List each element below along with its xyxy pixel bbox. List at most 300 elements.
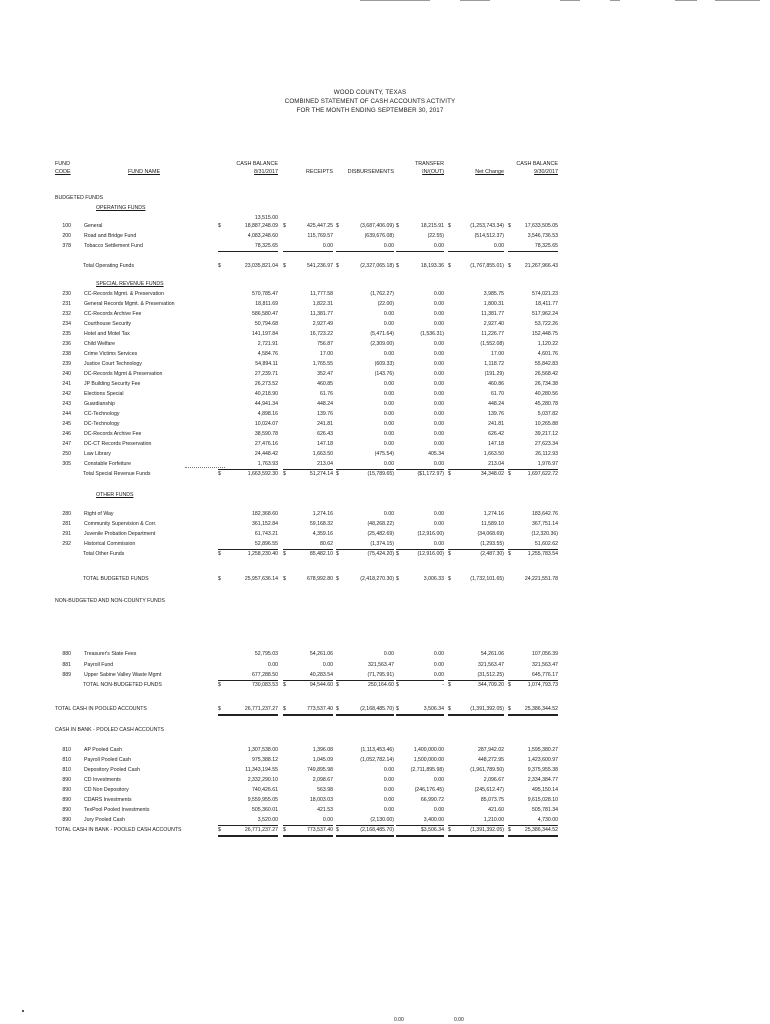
dollar-sign: $ [508,263,511,269]
disbursements-value: (71,795.91) [336,671,394,681]
disbursements-value: 0.00 [383,311,394,317]
end-balance-value: 1,697,622.72 [527,471,558,477]
fund-code: 890 [62,807,71,813]
receipts-value: 11,777.58 [310,291,333,297]
disbursements-value: (48,268.22) [367,521,394,527]
ledger-row [0,806,770,815]
disbursements-value: 0.00 [383,441,394,447]
cash-balance-end-header: CASH BALANCE 9/30/2017 [516,161,558,175]
fund-name: Community Supervision & Corr. [84,521,157,527]
fund-name: Jury Pooled Cash [84,817,125,823]
fund-code: 246 [62,431,71,437]
end-balance-value: 10,265.88 [534,421,558,427]
net-change-value: (1,961,789.50) [470,767,504,773]
transfer-value: 3,506.34 [396,705,444,716]
ledger-row [0,776,770,785]
disbursements-value: (609.33) [374,361,394,367]
dollar-sign: $ [448,682,451,688]
dollar-sign: $ [218,706,221,712]
receipts-value: 18,003.03 [309,797,333,803]
fund-code: 810 [62,747,71,753]
fund-name: TOTAL CASH IN POOLED ACCOUNTS [55,706,147,712]
ledger-row [0,530,770,539]
dollar-sign: $ [396,706,399,712]
fund-name: Courthouse Security [84,321,131,327]
fund-code: 890 [62,797,71,803]
disbursements-value: 0.00 [383,787,394,793]
net-change-value: (1,293.55) [448,540,504,550]
ledger-row [0,746,770,755]
disbursements-header: DISBURSEMENTS [347,169,394,175]
transfer-value: 0.00 [433,431,444,437]
end-balance-value: 51,602.62 [508,540,558,550]
fund-code: 235 [62,331,71,337]
start-balance-value: 38,590.78 [254,431,278,437]
disbursements-value: (15,789.65) [367,471,394,477]
section-heading: BUDGETED FUNDS [55,195,104,201]
disbursements-value: (2,168,485.70) [336,826,394,837]
fund-code: 890 [62,777,71,783]
receipts-value: 352.47 [317,371,333,377]
net-change-value: 54,261.06 [480,651,504,657]
end-balance-value: 1,255,783.54 [527,551,558,557]
net-change-value: 1,800.31 [483,301,504,307]
fund-code: 881 [62,662,71,668]
dollar-sign: $ [218,551,221,557]
transfer-value: - [442,682,444,688]
dollar-sign: $ [218,827,221,833]
start-balance-value: 54,894.11 [255,361,278,367]
dollar-sign: $ [336,471,339,477]
end-balance-value: 645,776.17 [508,671,558,681]
start-balance-value: 677,288.50 [218,671,278,681]
dollar-sign: $ [336,223,339,229]
transfer-value: 0.00 [396,671,444,681]
transfer-value: 0.00 [433,421,444,427]
disbursements-value: (1,052,782.14) [360,757,394,763]
net-change-value: 61.70 [491,391,504,397]
start-balance-value: 40,218.90 [254,391,278,397]
transfer-header: TRANSFER IN/(OUT) [414,161,444,175]
start-balance-value: 26,273.52 [254,381,278,387]
end-balance-value: 574,021.23 [532,291,558,297]
fund-code: 810 [62,767,71,773]
start-balance-value: 570,785.47 [252,291,278,297]
fund-name: Child Welfare [84,341,116,347]
end-balance-value: 107,056.39 [532,651,558,657]
net-change-value: 11,589.10 [481,521,504,527]
net-change-value: (514,512.37) [474,233,504,239]
end-balance-value: 505,781.34 [532,807,558,813]
transfer-value: 1,500,000.00 [413,757,444,763]
fund-name: CD Investments [84,777,121,783]
dollar-sign: $ [508,682,511,688]
dollar-sign: $ [283,263,286,269]
ledger-row [0,310,770,319]
ledger-row [0,491,770,500]
transfer-value: 1,400,000.00 [413,747,444,753]
transfer-value: 18,193.36 [420,263,444,269]
ledger-row [0,280,770,289]
disbursements-value: (1,374.15) [336,540,394,550]
receipts-value: 59,168.32 [309,521,333,527]
dollar-sign: $ [283,827,286,833]
end-balance-value: 25,386,344.52 [508,826,558,837]
end-balance-value: 39,217.12 [534,431,558,437]
start-balance-value: 4,083,248.60 [247,233,278,239]
fund-code: 280 [62,511,71,517]
fund-name: Constable Forfeiture [84,461,131,467]
receipts-value: 1,045.09 [312,757,333,763]
disbursements-value: 0.00 [383,321,394,327]
start-balance-value: 11,343,194.55 [245,767,278,773]
fund-name: CC-Technology [84,411,120,417]
fund-name: Total Operating Funds [83,263,135,269]
fund-code: 239 [62,361,71,367]
ledger-row [0,826,770,835]
fund-code: 880 [62,651,71,657]
start-balance-value: 2,332,290.10 [247,777,278,783]
ledger-row [0,460,770,469]
fund-name: Juvenile Probation Department [84,531,156,537]
fund-name: Right of Way [84,511,114,517]
transfer-value: (22.55) [427,233,444,239]
ledger-row [0,756,770,765]
ledger-row [0,204,770,213]
disbursements-value: 0.00 [336,242,394,252]
dollar-sign: $ [448,706,451,712]
fund-code: 240 [62,371,71,377]
receipts-value: 80.62 [283,540,333,550]
end-balance-value: 24,221,551.78 [524,576,558,582]
fund-name: TexPool Pooled Investments [84,807,150,813]
ledger-row [0,726,770,735]
disbursements-value: 0.00 [383,421,394,427]
end-balance-value: 9,615,028.10 [527,797,558,803]
fund-name: DC-Records Mgmt & Preservation [84,371,163,377]
fund-name: Payroll Pooled Cash [84,757,132,763]
fund-name: CC-Records Archive Fee [84,311,142,317]
dollar-sign: $ [396,682,399,688]
net-change-value: (245,612.47) [474,787,504,793]
dollar-sign: $ [508,223,511,229]
start-balance-value: 52,896.55 [218,540,278,550]
fund-name: Payroll Fund [84,662,114,668]
receipts-value: 749,895.98 [307,767,333,773]
fund-name: AP Pooled Cash [84,747,122,753]
receipts-value: 1,396.08 [312,747,333,753]
start-balance-value: 3,520.00 [218,816,278,826]
fund-name: TOTAL BUDGETED FUNDS [83,576,149,582]
fund-name: Crime Victims Services [84,351,138,357]
net-change-value: (34,068.69) [477,531,504,537]
ledger-row [0,360,770,369]
net-change-value: 241.81 [488,421,504,427]
net-change-value: (2,487.30) [480,551,504,557]
end-balance-value: 4,601.76 [537,351,558,357]
ledger-row [0,410,770,419]
ledger-row [0,300,770,309]
fund-name: DC-CT Records Preservation [84,441,152,447]
dollar-sign: $ [336,682,339,688]
dollar-sign: $ [218,471,221,477]
end-balance-value: 26,112.93 [535,451,558,457]
net-change-value: 3,985.75 [483,291,504,297]
ledger-row [0,194,770,203]
end-balance-value: 9,375,955.38 [527,767,558,773]
disbursements-value: (5,471.64) [370,331,394,337]
net-change-value: 287,942.02 [478,747,504,753]
dollar-sign: $ [448,263,451,269]
section-heading: CASH IN BANK - POOLED CASH ACCOUNTS [55,727,164,733]
receipts-value: 1,663.50 [312,451,333,457]
disbursements-value: (1,113,453.46) [360,747,394,753]
net-change-value: 460.86 [488,381,504,387]
start-balance-value: 27,476.16 [254,441,278,447]
end-balance-value: 18,411.77 [535,301,558,307]
net-change-value: 626.42 [488,431,504,437]
receipts-value: 0.00 [283,816,333,826]
end-balance-value: 4,730.00 [508,816,558,826]
fund-code: 291 [62,531,71,537]
dollar-sign: $ [218,682,221,688]
disbursements-value: (3,687,406.09) [360,223,394,229]
end-balance-value: 27,623.34 [534,441,558,447]
disbursements-value: (2,309.00) [370,341,394,347]
receipts-value: 40,283.54 [283,671,333,681]
ledger-row [0,440,770,449]
section-heading: OTHER FUNDS [96,492,134,498]
disbursements-value: (639,676.08) [364,233,394,239]
end-balance-value: 1,595,380.27 [527,747,558,753]
receipts-value: 773,537.40 [283,705,333,716]
fund-code: 247 [62,441,71,447]
disbursements-value: (2,130.00) [336,816,394,826]
net-change-value: 0.00 [448,242,504,252]
start-balance-value: 505,360.01 [252,807,278,813]
ledger-row [0,681,770,690]
dollar-sign: $ [283,551,286,557]
fund-code: 242 [62,391,71,397]
receipts-value: 61.76 [320,391,333,397]
ledger-row [0,796,770,805]
ledger-row [0,597,770,606]
start-balance-value: 44,941.34 [254,401,278,407]
disbursements-value: (475.54) [374,451,394,457]
cash-balance-start-header: CASH BALANCE 8/31/2017 [236,161,278,175]
fund-name: Guardianship [84,401,115,407]
ledger-row [0,400,770,409]
ledger-row [0,380,770,389]
receipts-value: 541,236.97 [307,263,333,269]
dollar-sign: $ [508,827,511,833]
net-change-value: 213.04 [448,460,504,470]
fund-name: JP Building Security Fee [84,381,141,387]
transfer-value: (1,536.31) [420,331,444,337]
dollar-sign: $ [283,706,286,712]
fund-name: TOTAL CASH IN BANK - POOLED CASH ACCOUNTS [55,827,182,833]
dollar-sign: $ [508,471,511,477]
fund-code: 234 [62,321,71,327]
net-change-value: (1,391,392.05) [448,826,504,837]
transfer-value: 0.00 [433,441,444,447]
transfer-value: 405.34 [428,451,444,457]
ledger-row [0,330,770,339]
end-balance-value: 1,976.97 [508,460,558,470]
transfer-value: 0.00 [396,540,444,550]
disbursements-value: 0.00 [383,401,394,407]
transfer-value: 18,215.91 [420,223,444,229]
dollar-sign: $ [396,223,399,229]
disbursements-value: (22.00) [377,301,394,307]
ledger-row [0,320,770,329]
ledger-row [0,550,770,559]
start-balance-value: 4,584.76 [257,351,278,357]
transfer-value: 66,990.72 [420,797,444,803]
fund-code: 281 [62,521,71,527]
disbursements-value: 0.00 [383,351,394,357]
receipts-value: 2,927.49 [312,321,333,327]
transfer-value: 0.00 [433,381,444,387]
end-balance-value: 78,325.65 [508,242,558,252]
ledger-row [0,232,770,241]
fund-code: 236 [62,341,71,347]
ledger-row [0,816,770,825]
section-heading: SPECIAL REVENUE FUNDS [96,281,164,287]
transfer-value: 0.00 [433,651,444,657]
fund-name: Historical Commission [84,541,136,547]
receipts-value: 85,482.10 [309,551,333,557]
disbursements-value: (25,482.69) [367,531,394,537]
end-balance-value: 152,448.75 [532,331,558,337]
disbursements-value: 0.00 [383,511,394,517]
net-change-value: 2,096.67 [483,777,504,783]
dollar-sign: $ [283,223,286,229]
start-balance-value: 18,887,248.09 [244,223,278,229]
ledger-row [0,350,770,359]
pen-mark [185,462,225,468]
net-change-value: 1,663.50 [483,451,504,457]
dollar-sign: $ [396,576,399,582]
start-balance-value: 78,325.65 [218,242,278,252]
receipts-value: 678,992.80 [307,576,333,582]
ledger-row [0,671,770,680]
fund-name: TOTAL NON-BUDGETED FUNDS [83,682,162,688]
net-change-value: 1,274.16 [483,511,504,517]
fund-code: 889 [62,672,71,678]
fund-code: 241 [62,381,71,387]
fund-name: General Records Mgmt. & Preservation [84,301,175,307]
disbursements-value: 321,563.47 [368,662,394,668]
dollar-sign: $ [336,706,339,712]
end-balance-value: 21,267,966.43 [524,263,558,269]
ledger-row [0,222,770,231]
start-balance-value: 2,721.91 [257,341,278,347]
receipts-value: 94,544.60 [309,682,333,688]
ledger-row [0,650,770,659]
receipts-value: 2,098.67 [312,777,333,783]
transfer-value: 0.00 [433,807,444,813]
start-balance-value: 975,388.12 [252,757,278,763]
transfer-value: ($1,172.97) [417,471,444,477]
start-balance-value: 1,663,592.30 [247,471,278,477]
fund-name-header: FUND NAME [128,169,161,175]
end-balance-value: 25,386,344.52 [508,705,558,716]
transfer-value: 0.00 [396,460,444,470]
end-balance-value: 495,150.14 [532,787,558,793]
transfer-value: 0.00 [433,351,444,357]
net-change-value: (1,253,743.34) [470,223,504,229]
receipts-value: 448.24 [317,401,333,407]
transfer-value: (12,916.00) [417,551,444,557]
transfer-value: (2,711,895.98) [410,767,444,773]
start-balance-value: 24,448.42 [254,451,278,457]
start-balance-value: 13,515.00 [254,215,278,221]
receipts-value: 241.81 [317,421,333,427]
dollar-sign: $ [336,263,339,269]
disbursements-value: 0.00 [383,431,394,437]
end-balance-value: 517,962.24 [532,311,558,317]
transfer-value: 0.00 [433,777,444,783]
receipts-value: 147.18 [317,441,333,447]
transfer-value: 0.00 [433,521,444,527]
transfer-value: 0.00 [433,291,444,297]
fund-code: 305 [62,461,71,467]
transfer-value: (246,176.45) [414,787,444,793]
disbursements-value: 0.00 [336,460,394,470]
disbursements-value: 250,164.60 [368,682,394,688]
end-balance-value: 3,546,736.53 [527,233,558,239]
ledger-row [0,390,770,399]
net-change-value: 421.60 [488,807,504,813]
end-balance-value: 321,563.47 [532,662,558,668]
fund-code: 100 [62,223,71,229]
fund-name: Law Library [84,451,111,457]
ledger-row [0,661,770,670]
receipts-value: 563.98 [317,787,333,793]
ledger-row [0,430,770,439]
check-zero-transfer: 0.00 [394,1017,404,1023]
ledger-row [0,705,770,714]
dollar-sign: $ [508,551,511,557]
net-change-value: (31,512.25) [448,671,504,681]
fund-code: 245 [62,421,71,427]
net-change-value: 11,226.77 [481,331,504,337]
receipts-value: 139.76 [317,411,333,417]
end-balance-value: 367,751.14 [532,521,558,527]
ledger-row [0,420,770,429]
dollar-sign: $ [396,551,399,557]
fund-code: 230 [62,291,71,297]
dollar-sign: $ [448,223,451,229]
ledger-row [0,242,770,251]
ledger-row [0,766,770,775]
dollar-sign: $ [448,576,451,582]
start-balance-value: 25,957,636.14 [244,576,278,582]
fund-name: Tobacco Settlement Fund [84,243,143,249]
receipts-value: 1,765.55 [312,361,333,367]
disbursements-value: (75,424.20) [367,551,394,557]
transfer-value: 0.00 [433,301,444,307]
transfer-value: 0.00 [433,662,444,668]
fund-code: 232 [62,311,71,317]
net-change-value: 34,348.02 [480,471,504,477]
net-change-value: (1,767,855.01) [470,263,504,269]
dollar-sign: $ [283,576,286,582]
dollar-sign: $ [448,827,451,833]
fund-code-header: FUND CODE [55,161,71,175]
start-balance-value: 740,426.61 [252,787,278,793]
